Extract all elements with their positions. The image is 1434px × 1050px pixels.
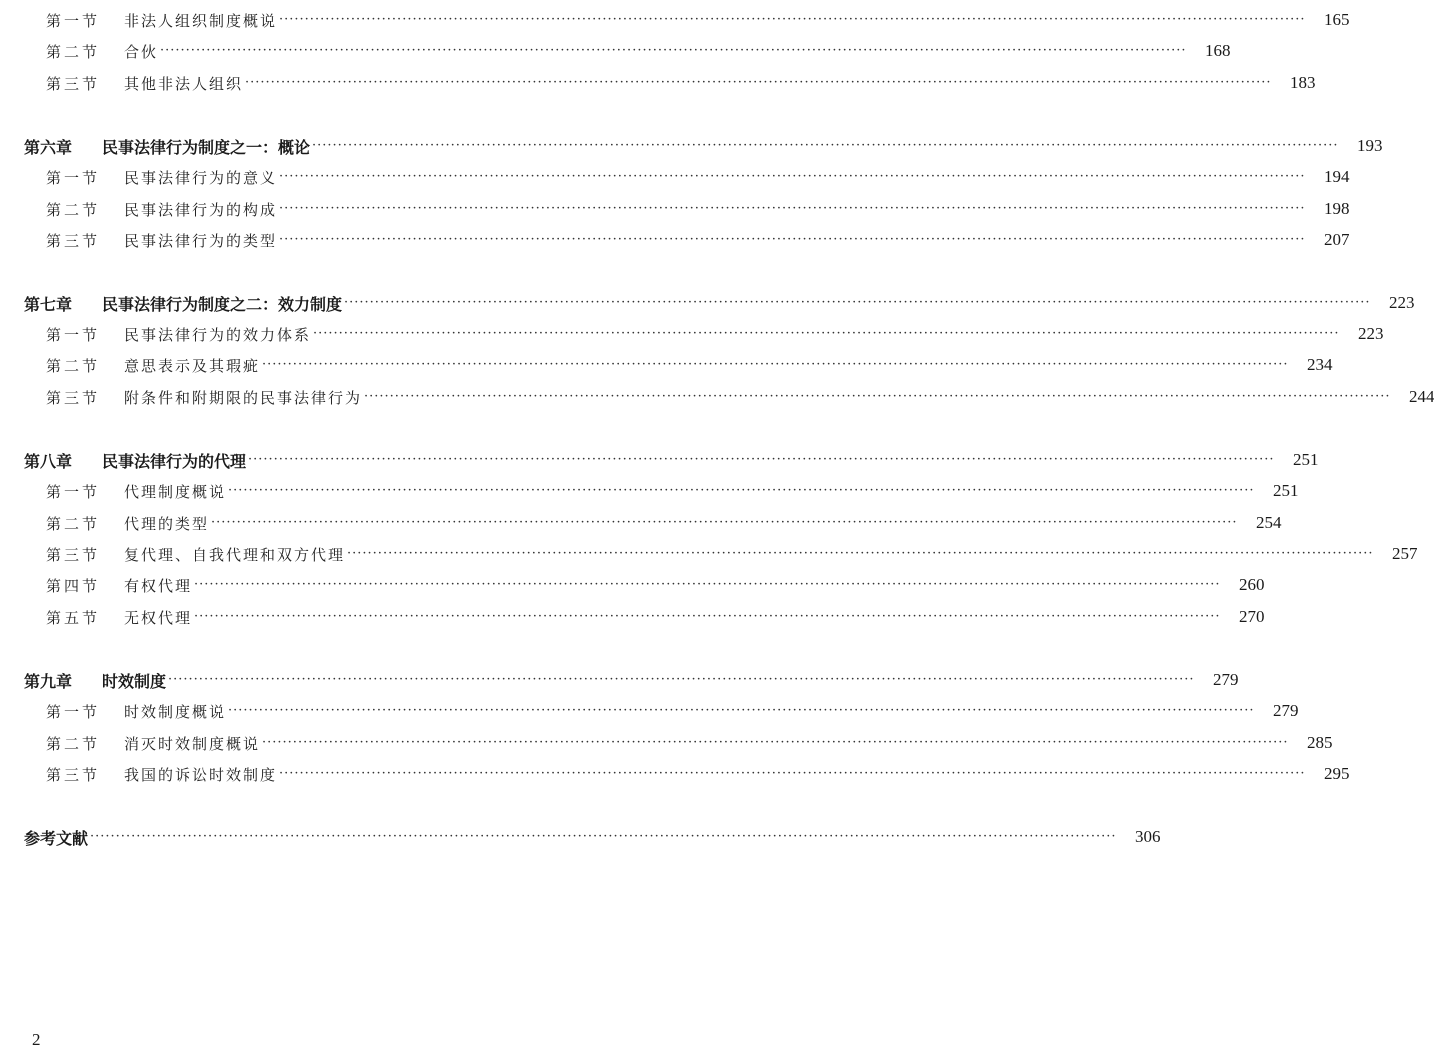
dot-leader: ········································································································································································································: [279, 169, 1306, 184]
entry-title: 民事法律行为制度之二：效力制度: [102, 294, 343, 314]
entry-page: 194: [1323, 167, 1350, 186]
entry-number: 第三节: [46, 765, 101, 784]
section-entry: [0, 196, 1350, 222]
entry-page: 279: [1272, 701, 1299, 720]
chapter-entry: [0, 290, 1415, 316]
entry-title: 无权代理: [124, 608, 193, 627]
dot-leader: ········································································································································································································: [168, 672, 1195, 687]
entry-number: 第八章: [24, 451, 73, 471]
chapter-entry: [0, 447, 1319, 473]
entry-title: 有权代理: [124, 576, 193, 595]
entry-number: 第三节: [46, 74, 101, 93]
entry-page: 295: [1323, 764, 1350, 783]
dot-leader: ········································································································································································································: [228, 703, 1255, 718]
entry-title: 民事法律行为制度之一：概论: [102, 137, 311, 157]
entry-number: 第二节: [46, 356, 101, 375]
entry-page: 223: [1388, 293, 1415, 312]
section-entry: [0, 38, 1231, 64]
section-entry: [0, 761, 1350, 787]
dot-leader: ········································································································································································································: [194, 609, 1221, 624]
dot-leader: ········································································································································································································: [211, 515, 1238, 530]
dot-leader: ········································································································································································································: [279, 201, 1306, 216]
entry-page: 168: [1204, 41, 1231, 60]
entry-number: 第一节: [46, 325, 101, 344]
entry-title: 代理制度概说: [124, 482, 227, 501]
entry-number: 第九章: [24, 671, 73, 691]
entry-page: 260: [1238, 575, 1265, 594]
entry-title: 复代理、自我代理和双方代理: [124, 545, 346, 564]
entry-number: 第三节: [46, 388, 101, 407]
entry-page: 279: [1212, 670, 1239, 689]
section-entry: [0, 227, 1350, 253]
entry-number: 第六章: [24, 137, 73, 157]
entry-title: 其他非法人组织: [124, 74, 244, 93]
section-entry: [0, 70, 1316, 96]
section-entry: [0, 478, 1299, 504]
entry-title: 民事法律行为的意义: [124, 168, 278, 187]
entry-page: 244: [1408, 387, 1434, 406]
entry-title: 合伙: [124, 42, 159, 61]
entry-number: 第二节: [46, 200, 101, 219]
entry-title: 民事法律行为的代理: [102, 451, 247, 471]
entry-number: 第五节: [46, 608, 101, 627]
dot-leader: ········································································································································································································: [194, 577, 1221, 592]
dot-leader: ········································································································································································································: [313, 326, 1340, 341]
entry-number: 第二节: [46, 42, 101, 61]
entry-page: 306: [1134, 827, 1161, 846]
entry-page: 183: [1289, 73, 1316, 92]
dot-leader: ········································································································································································································: [312, 138, 1339, 153]
entry-page: 251: [1272, 481, 1299, 500]
entry-number: 第二节: [46, 734, 101, 753]
dot-leader: ········································································································································································································: [344, 295, 1371, 310]
dot-leader: ········································································································································································································: [160, 43, 1187, 58]
entry-number: 第一节: [46, 702, 101, 721]
entry-number: 第一节: [46, 168, 101, 187]
entry-title: 民事法律行为的类型: [124, 231, 278, 250]
section-entry: [0, 604, 1265, 630]
entry-number: 第三节: [46, 545, 101, 564]
chapter-entry: [0, 824, 1161, 850]
dot-leader: ········································································································································································································: [245, 75, 1272, 90]
entry-page: 198: [1323, 199, 1350, 218]
section-entry: [0, 510, 1282, 536]
dot-leader: ········································································································································································································: [90, 829, 1117, 844]
section-entry: [0, 321, 1384, 347]
chapter-entry: [0, 667, 1239, 693]
dot-leader: ········································································································································································································: [228, 483, 1255, 498]
entry-title: 民事法律行为的构成: [124, 200, 278, 219]
entry-number: 第一节: [46, 11, 101, 30]
section-entry: [0, 541, 1418, 567]
entry-title: 非法人组织制度概说: [124, 11, 278, 30]
dot-leader: ········································································································································································································: [279, 232, 1306, 247]
entry-page: 207: [1323, 230, 1350, 249]
entry-title: 时效制度概说: [124, 702, 227, 721]
section-entry: [0, 352, 1333, 378]
entry-page: 285: [1306, 733, 1333, 752]
entry-number: 第二节: [46, 514, 101, 533]
entry-number: 第七章: [24, 294, 73, 314]
entry-page: 193: [1356, 136, 1383, 155]
dot-leader: ········································································································································································································: [248, 452, 1275, 467]
dot-leader: ········································································································································································································: [279, 766, 1306, 781]
entry-page: 223: [1357, 324, 1384, 343]
entry-page: 257: [1391, 544, 1418, 563]
section-entry: [0, 698, 1299, 724]
page-number: 2: [32, 1030, 41, 1049]
dot-leader: ········································································································································································································: [347, 546, 1374, 561]
dot-leader: ········································································································································································································: [262, 357, 1289, 372]
entry-title: 我国的诉讼时效制度: [124, 765, 278, 784]
section-entry: [0, 164, 1350, 190]
dot-leader: ········································································································································································································: [279, 12, 1306, 27]
entry-number: 第三节: [46, 231, 101, 250]
entry-title: 意思表示及其瑕疵: [124, 356, 261, 375]
section-entry: [0, 730, 1333, 756]
entry-title: 附条件和附期限的民事法律行为: [124, 388, 363, 407]
section-entry: [0, 384, 1434, 410]
entry-title: 代理的类型: [124, 514, 210, 533]
entry-title: 参考文献: [24, 828, 89, 848]
entry-number: 第四节: [46, 576, 101, 595]
entry-title: 消灭时效制度概说: [124, 734, 261, 753]
dot-leader: ········································································································································································································: [364, 389, 1391, 404]
section-entry: [0, 572, 1265, 598]
entry-number: 第一节: [46, 482, 101, 501]
entry-page: 270: [1238, 607, 1265, 626]
dot-leader: ········································································································································································································: [262, 735, 1289, 750]
section-entry: [0, 7, 1350, 33]
entry-title: 时效制度: [102, 671, 167, 691]
entry-page: 234: [1306, 355, 1333, 374]
entry-page: 165: [1323, 10, 1350, 29]
chapter-entry: [0, 133, 1383, 159]
entry-title: 民事法律行为的效力体系: [124, 325, 312, 344]
entry-page: 254: [1255, 513, 1282, 532]
entry-page: 251: [1292, 450, 1319, 469]
